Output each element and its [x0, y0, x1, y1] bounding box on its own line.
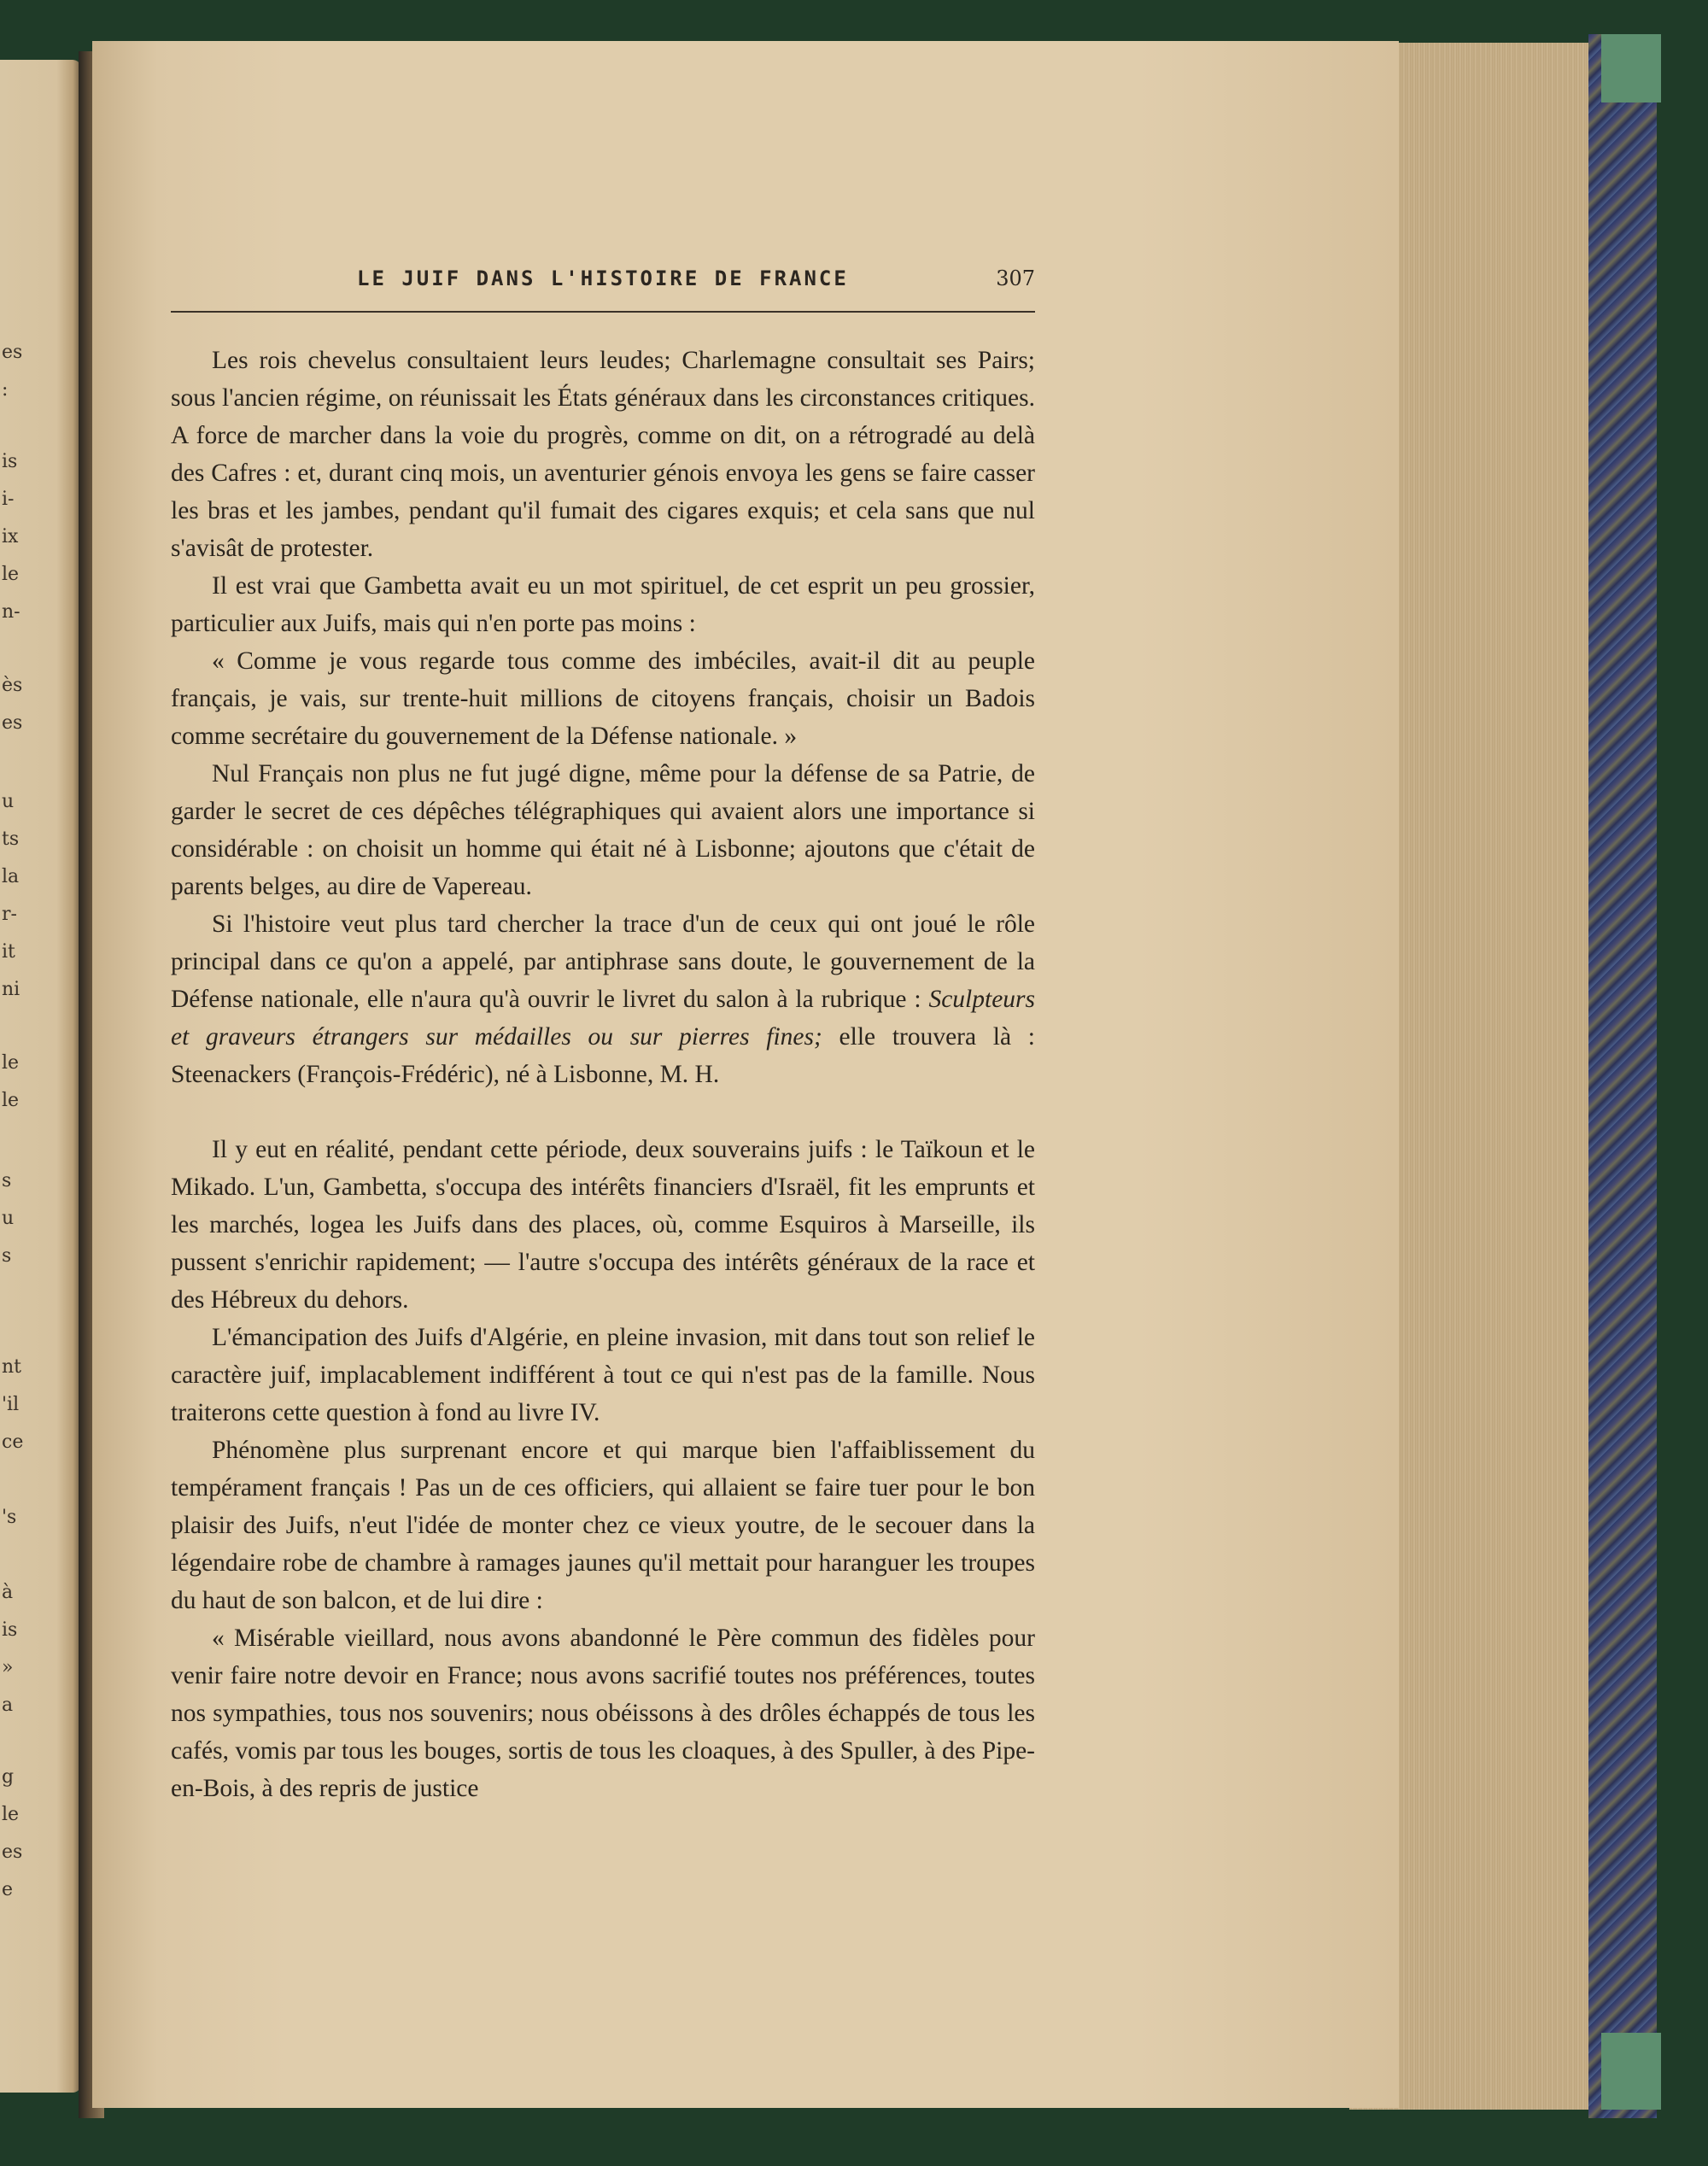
body-text [171, 342, 1035, 1807]
text-run: elle trouvera là : Steenackers (François-Frédéric), né à Lisbonne, M. H. [171, 1023, 1035, 1088]
margin-fragment: 'il [2, 1394, 20, 1415]
margin-fragment: le [2, 1052, 20, 1074]
margin-fragment: ts [2, 828, 20, 850]
margin-fragment: à [2, 1582, 14, 1603]
margin-fragment: es [2, 342, 23, 363]
margin-fragment: u [2, 791, 15, 812]
italic-rubric: Sculpteurs et graveurs étrangers sur médailles ou sur pierres fines; [171, 986, 1035, 1051]
paragraph [171, 905, 1035, 1093]
page-number: 307 [996, 266, 1035, 290]
margin-fragment: le [2, 564, 20, 585]
margin-fragment: g [2, 1766, 15, 1788]
margin-fragment: s [2, 1245, 12, 1267]
marbled-cover [1588, 34, 1657, 2118]
page-header [171, 266, 1035, 301]
running-title: LE JUIF DANS L'HISTOIRE DE FRANCE [357, 266, 849, 290]
margin-fragment: : [2, 379, 9, 401]
margin-fragment: it [2, 941, 15, 963]
paragraph: Il y eut en réalité, pendant cette période, deux souverains juifs : le Taïkoun et le Mikado. L'un, Gambetta, s'occupa des intérêts financiers d'Israël, fit les emprunts et les marchés, logea les Juifs dans des places, où, comme Esquiros à Marseille, ils pussent s'enrichir rapidement; — l'autre s'occupa des intérêts généraux de la race et des Hébreux du dehors. [171, 1136, 1035, 1314]
margin-fragment: ix [2, 526, 19, 547]
header-rule [171, 311, 1035, 313]
margin-fragment: i- [2, 489, 15, 510]
paragraph: Il est vrai que Gambetta avait eu un mot spirituel, de cet esprit un peu grossier, particulier aux Juifs, mais qui n'en porte pas moins : [171, 572, 1035, 637]
paragraph: L'émancipation des Juifs d'Algérie, en pleine invasion, mit dans tout son relief le caractère juif, implacablement indifférent à tout ce qui n'est pas de la famille. Nous traiterons cette question à fond au livre IV. [171, 1324, 1035, 1426]
facing-page-left [0, 60, 81, 2093]
margin-fragment: e [2, 1879, 14, 1900]
margin-fragment: es [2, 712, 23, 734]
paragraph: Les rois chevelus consultaient leurs leudes; Charlemagne consultait ses Pairs; sous l'ancien régime, on réunissait les États généraux dans les circonstances critiques. A force de marcher dans la voie du progrès, comme on dit, on a rétrogradé au delà des Cafres : et, durant cinq mois, un aventurier génois envoya les gens se faire casser les bras et les jambes, pendant qu'il fumait des cigares exquis; et cela sans que nul s'avisât de protester. [171, 347, 1035, 562]
cover-corner [1601, 34, 1661, 102]
margin-fragment: a [2, 1695, 14, 1716]
quote-paragraph: « Misérable vieillard, nous avons abandonné le Père commun des fidèles pour venir faire notre devoir en France; nous avons sacrifié toutes nos préférences, toutes nos sympathies, tous nos souvenirs; nous obéissons à des drôles échappés de tous les cafés, vomis par tous les bouges, sortis de tous les cloaques, à des Spuller, à des Pipe-en-Bois, à des repris de justice [171, 1624, 1035, 1802]
margin-fragment: 's [2, 1507, 17, 1528]
paragraph: Phénomène plus surprenant encore et qui marque bien l'affaiblissement du tempérament français ! Pas un de ces officiers, qui allaient se faire tuer pour le bon plaisir des Juifs, n'eut l'idée de monter chez ce vieux youtre, de le secouer dans la légendaire robe de chambre à ramages jaunes qu'il mettait pour haranguer les troupes du haut de son balcon, et de lui dire : [171, 1437, 1035, 1614]
margin-fragment: ès [2, 675, 23, 696]
margin-fragment: la [2, 866, 20, 887]
margin-fragment: is [2, 451, 18, 472]
margin-fragment: es [2, 1841, 23, 1863]
margin-fragment: is [2, 1619, 18, 1641]
quote-paragraph: « Comme je vous regarde tous comme des imbéciles, avait-il dit au peuple français, je vais, sur trente-huit millions de citoyens français, choisir un Badois comme secrétaire du gouvernement de la Défense nationale. » [171, 647, 1035, 750]
margin-fragment: n- [2, 601, 20, 623]
margin-fragment: » [2, 1657, 14, 1678]
margin-fragment: r- [2, 904, 17, 925]
margin-fragment: u [2, 1208, 15, 1229]
text-run: Si l'histoire veut plus tard chercher la trace d'un de ceux qui ont joué le rôle principal dans ce qu'on a appelé, par antiphrase sans doute, le gouvernement de la Défense nationale, elle n'aura qu'à ouvrir le livret du salon à la rubrique : [171, 910, 1035, 1013]
cover-corner [1601, 2033, 1661, 2110]
margin-fragment: le [2, 1090, 20, 1111]
margin-fragment: ce [2, 1431, 24, 1453]
margin-fragment: nt [2, 1356, 22, 1378]
margin-fragment: s [2, 1170, 12, 1191]
paragraph: Nul Français non plus ne fut jugé digne, même pour la défense de sa Patrie, de garder le secret de ces dépêches télégraphiques qui avaient alors une importance si considérable : on choisit un homme qui était né à Lisbonne; ajoutons que c'était de parents belges, au dire de Vapereau. [171, 760, 1035, 900]
margin-fragment: ni [2, 979, 20, 1000]
margin-fragment: le [2, 1804, 20, 1825]
